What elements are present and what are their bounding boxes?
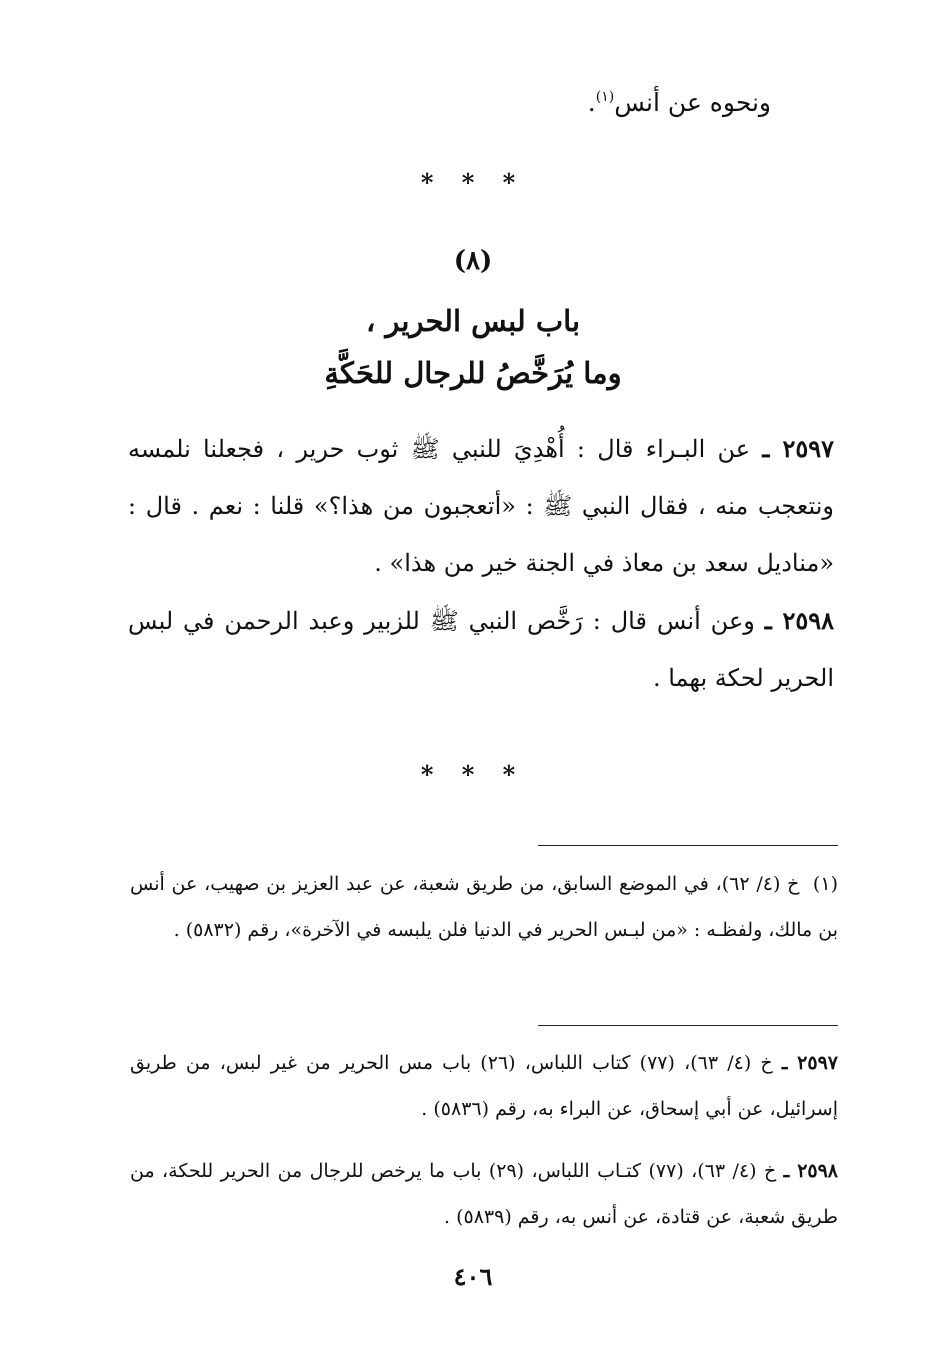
intro-line [588,88,771,117]
chapter-title-line-1: باب لبس الحرير ، [365,304,581,338]
separator-bottom: * * * [420,760,526,789]
source-2597 [130,1040,838,1132]
footnote-marker: (١) [812,873,838,895]
chapter-number: (٨) [453,246,493,276]
source-number: ٢٥٩٧ ـ [781,1052,838,1074]
footnote-rule [538,845,838,846]
hadith-text: عن البـراء قال : أُهْدِيَ للنبي ﷺ ثوب حرير ، فجعلنا نلمسه ونتعجب منه ، فقال النبي ﷺ : «أتعجبون من هذا؟» قلنا : نعم . قال : «مناديل سعد بن معاذ في الجنة خير من هذا» . [128,435,834,577]
footnote-1 [130,861,838,953]
source-text: خ (٤/ ٦٣)، (٧٧) كتاب اللباس، (٢٦) باب مس الحرير من غير لبس، من طريق إسرائيل، عن أبي إسحاق، عن البراء به، رقم (٥٨٣٦) . [130,1052,838,1120]
hadith-text: وعن أنس قال : رَخَّص النبي ﷺ للزبير وعبد الرحمن في لبس الحرير لحكة بهما . [128,607,834,692]
intro-text: ونحوه عن أنس [614,88,771,117]
sources-rule [538,1025,838,1026]
page-number: ٤٠٦ [453,1262,493,1291]
footnote-ref: (١) [595,89,615,105]
source-2598 [130,1148,838,1240]
chapter-title-line-2: وما يُرَخَّصُ للرجال للحَكَّةِ [324,356,622,390]
source-number: ٢٥٩٨ ـ [783,1160,839,1182]
separator-top: * * * [420,168,526,197]
hadith-number: ٢٥٩٧ ـ [762,434,834,463]
hadith-2597 [128,420,834,592]
intro-end: . [587,88,596,117]
footnote-text: خ (٤/ ٦٢)، في الموضع السابق، من طريق شعبة، عن عبد العزيز بن صهيب، عن أنس بن مالك، ولفظـه : «من لبـس الحرير في الدنيا فلن يلبسه في الآخرة»، رقم (٥٨٣٢) . [130,873,838,941]
source-text: خ (٤/ ٦٣)، (٧٧) كتـاب اللباس، (٢٩) باب ما يرخص للرجال من الحرير للحكة، من طريق شعبة، عن قتادة، عن أنس به، رقم (٥٨٣٩) . [130,1160,838,1228]
hadith-number: ٢٥٩٨ ـ [764,606,835,635]
hadith-2598 [128,592,834,707]
